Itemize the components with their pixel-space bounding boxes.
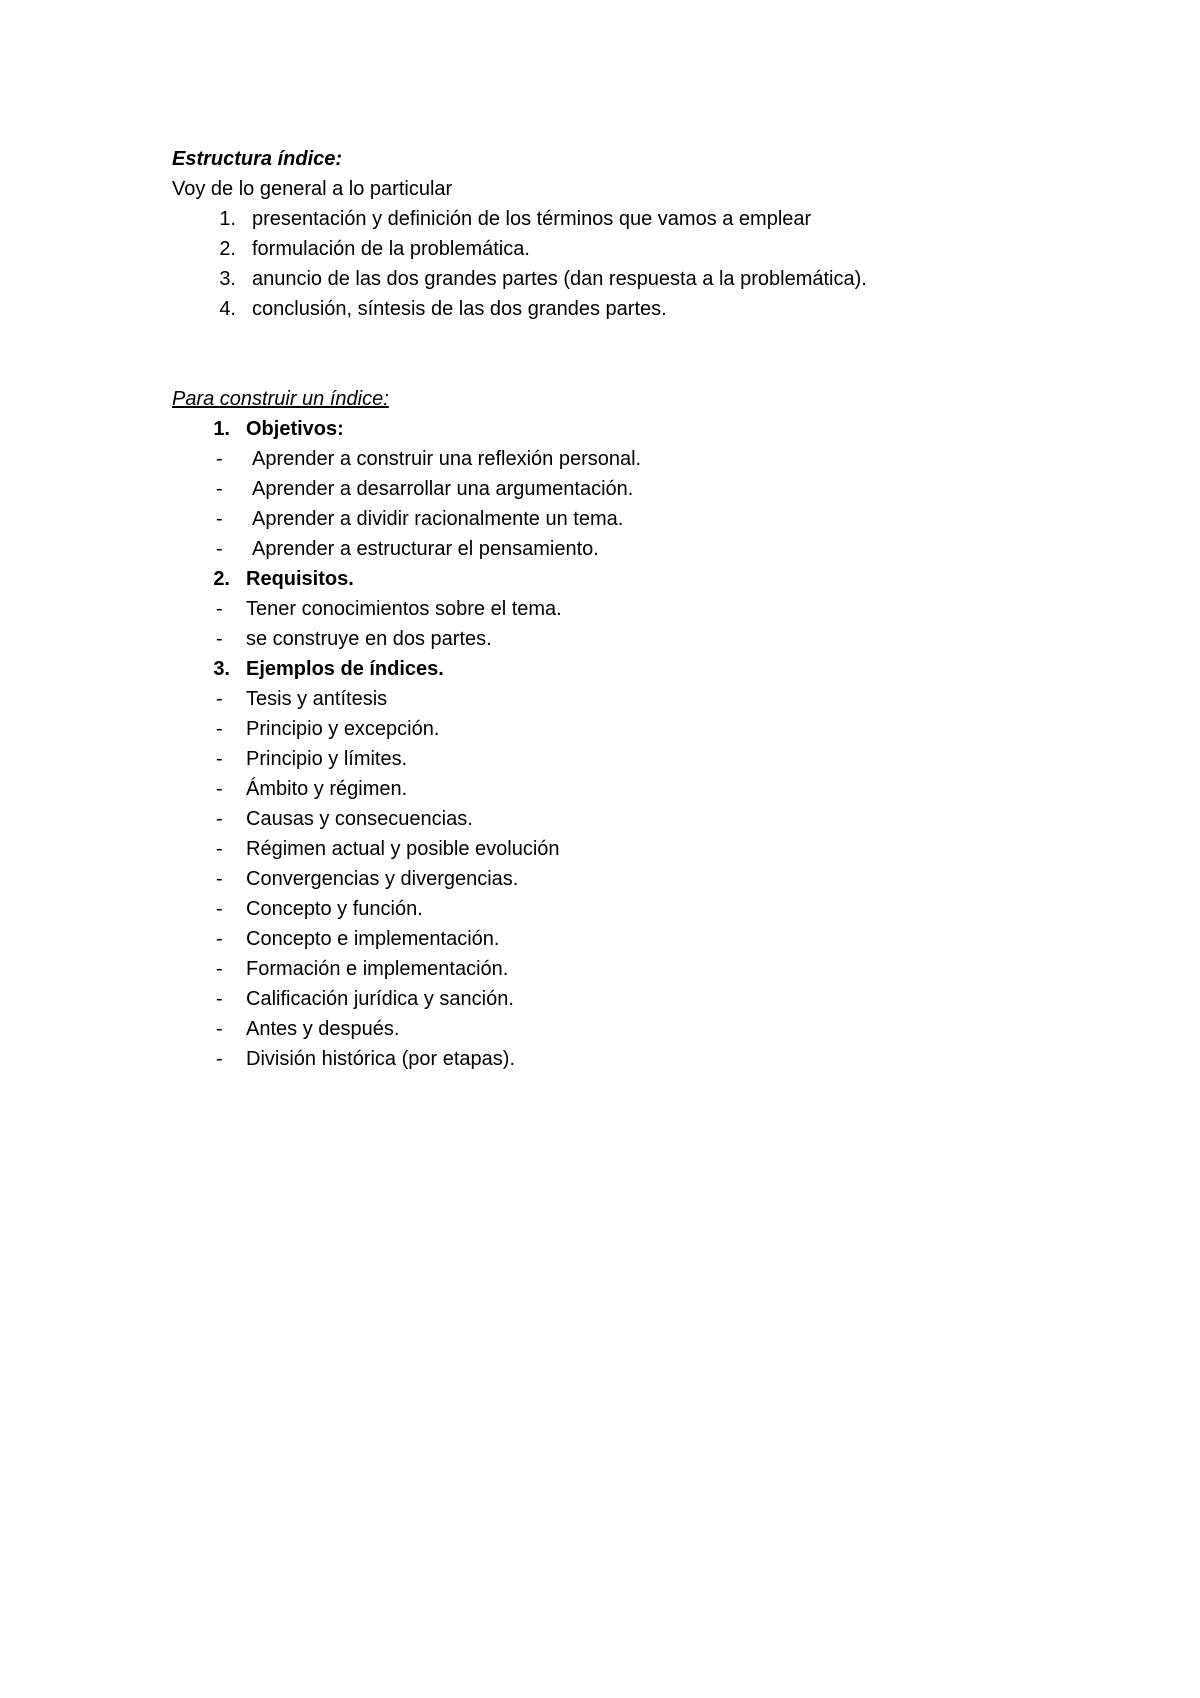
dash-marker: - (216, 448, 223, 470)
list-item: Causas y consecuencias. (246, 808, 473, 830)
dash-marker: - (216, 748, 223, 770)
list-item: presentación y definición de los términos que vamos a emplear (252, 208, 812, 230)
dash-marker: - (216, 898, 223, 920)
list-number: 4. (219, 298, 236, 320)
list-item: Concepto y función. (246, 898, 423, 920)
list-number: 1. (219, 208, 236, 230)
group-title: Objetivos: (246, 418, 344, 440)
dash-marker: - (216, 1048, 223, 1070)
dash-marker: - (216, 508, 223, 530)
group-number: 3. (213, 658, 230, 680)
list-item: Ámbito y régimen. (246, 778, 408, 800)
dash-marker: - (216, 868, 223, 890)
group-number: 1. (213, 418, 230, 440)
dash-marker: - (216, 988, 223, 1010)
list-item: Aprender a construir una reflexión personal. (252, 448, 642, 470)
list-item: Concepto e implementación. (246, 928, 500, 950)
list-item: Antes y después. (246, 1018, 400, 1040)
dash-marker: - (216, 928, 223, 950)
list-item: Calificación jurídica y sanción. (246, 988, 514, 1010)
section1-intro: Voy de lo general a lo particular (172, 178, 453, 200)
dash-marker: - (216, 688, 223, 710)
section1-heading: Estructura índice: (172, 148, 343, 170)
dash-marker: - (216, 778, 223, 800)
dash-marker: - (216, 538, 223, 560)
list-item: Aprender a dividir racionalmente un tema. (252, 508, 624, 530)
list-item: anuncio de las dos grandes partes (dan respuesta a la problemática). (252, 268, 867, 290)
dash-marker: - (216, 838, 223, 860)
list-item: se construye en dos partes. (246, 628, 492, 650)
dash-marker: - (216, 598, 223, 620)
group-title: Ejemplos de índices. (246, 658, 444, 680)
list-item: Tener conocimientos sobre el tema. (246, 598, 562, 620)
list-item: Aprender a estructurar el pensamiento. (252, 538, 599, 560)
list-item: conclusión, síntesis de las dos grandes partes. (252, 298, 667, 320)
list-number: 3. (219, 268, 236, 290)
list-item: Principio y excepción. (246, 718, 440, 740)
list-item: Convergencias y divergencias. (246, 868, 519, 890)
dash-marker: - (216, 478, 223, 500)
list-item: Aprender a desarrollar una argumentación. (252, 478, 634, 500)
list-item: formulación de la problemática. (252, 238, 530, 260)
dash-marker: - (216, 718, 223, 740)
list-item: Tesis y antítesis (246, 688, 388, 710)
dash-marker: - (216, 808, 223, 830)
dash-marker: - (216, 1018, 223, 1040)
dash-marker: - (216, 958, 223, 980)
group-number: 2. (213, 568, 230, 590)
list-number: 2. (219, 238, 236, 260)
dash-marker: - (216, 628, 223, 650)
list-item: Régimen actual y posible evolución (246, 838, 560, 860)
group-title: Requisitos. (246, 568, 354, 590)
list-item: División histórica (por etapas). (246, 1048, 515, 1070)
section2-heading: Para construir un índice: (172, 388, 389, 410)
list-item: Principio y límites. (246, 748, 408, 770)
list-item: Formación e implementación. (246, 958, 509, 980)
